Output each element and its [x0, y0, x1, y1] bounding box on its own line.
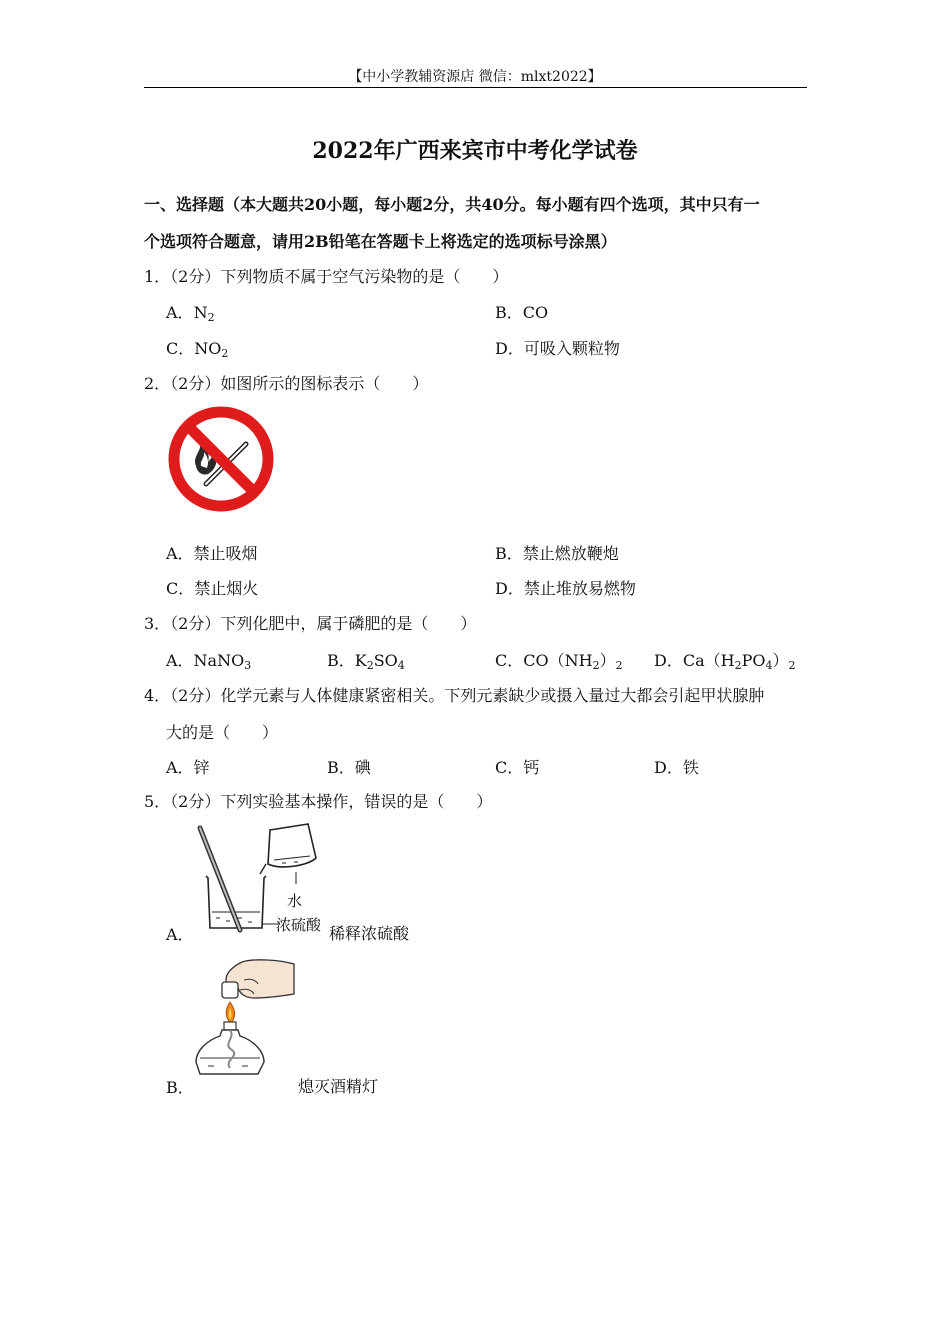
q3-option-a-sub: 3	[244, 659, 252, 672]
q5-option-b-text: 熄灭酒精灯	[298, 1077, 379, 1096]
q1-option-a-label: A．	[166, 303, 194, 322]
q3-option-d-end: ）	[772, 651, 789, 670]
q1-option-d: D．可吸入颗粒物	[495, 339, 620, 358]
q2-option-a: A．禁止吸烟	[166, 544, 258, 563]
q3-option-c-mid: ）	[599, 651, 616, 670]
q3-option-a-label: A．NaNO	[166, 651, 245, 670]
q3-option-c	[495, 648, 623, 672]
q3-option-b-label: B．K	[327, 651, 367, 670]
question-5-stem: 5．（2分）下列实验基本操作，错误的是（ ）	[144, 792, 493, 811]
question-1-stem: 1．（2分）下列物质不属于空气污染物的是（ ）	[144, 267, 509, 286]
q3-option-c-sub1: 2	[592, 659, 600, 672]
q3-option-d-label: D．Ca（H	[654, 651, 735, 670]
q5-option-b-label: B．	[166, 1078, 194, 1097]
q1-option-c-label: C．	[166, 339, 195, 358]
section-heading-line2: 个选项符合题意，请用2B铅笔在答题卡上将选定的选项标号涂黑）	[144, 232, 617, 251]
fig-a-acid-label: 浓硫酸	[276, 916, 322, 934]
q3-option-d-mid: PO	[741, 651, 766, 670]
q2-option-c: C．禁止烟火	[166, 579, 259, 598]
q3-option-d-sub1: 2	[734, 659, 742, 672]
q2-option-d: D．禁止堆放易燃物	[495, 579, 636, 598]
page-header: 【中小学教辅资源店 微信：mlxt2022】	[348, 69, 602, 85]
q1-option-c-text: NO	[194, 339, 222, 358]
q3-option-b-sub1: 2	[366, 659, 374, 672]
section-heading-line1: 一、选择题（本大题共20小题，每小题2分，共40分。每小题有四个选项，其中只有一	[144, 195, 760, 214]
q3-option-a	[166, 648, 251, 672]
q3-option-c-sub2: 2	[615, 659, 623, 672]
q3-option-b-sub2: 4	[397, 659, 405, 672]
extinguish-lamp-illustration	[192, 958, 302, 1080]
q1-option-a-text: N	[193, 303, 208, 322]
question-2-stem: 2．（2分）如图所示的图标表示（ ）	[144, 374, 429, 393]
question-3-stem: 3．（2分）下列化肥中，属于磷肥的是（ ）	[144, 614, 477, 633]
q1-option-a-sub: 2	[207, 311, 215, 324]
page-title: 2022年广西来宾市中考化学试卷	[312, 138, 638, 164]
q5-option-a-label: A．	[166, 925, 194, 944]
q3-option-b-mid: SO	[373, 651, 398, 670]
q4-option-d: D．铁	[654, 758, 699, 777]
q4-option-a: A．锌	[166, 758, 210, 777]
q3-option-d-sub3: 2	[788, 659, 796, 672]
q1-option-b: B．CO	[495, 303, 549, 322]
q5-option-a-text: 稀释浓硫酸	[329, 924, 410, 943]
no-fire-sign-icon	[166, 404, 276, 514]
fig-a-water-label: 水	[287, 892, 303, 910]
question-4-stem-line1: 4．（2分）化学元素与人体健康紧密相关。下列元素缺少或摄入量过大都会引起甲状腺肿	[144, 686, 765, 705]
q1-option-c	[166, 336, 228, 360]
q2-option-b: B．禁止燃放鞭炮	[495, 544, 619, 563]
q3-option-d	[654, 648, 795, 672]
q3-option-b	[327, 648, 405, 672]
q1-option-a	[166, 300, 215, 324]
header-rule	[144, 87, 807, 88]
q1-option-c-sub: 2	[221, 347, 229, 360]
q3-option-d-sub2: 4	[765, 659, 773, 672]
q4-option-b: B．碘	[327, 758, 371, 777]
q3-option-c-label: C．CO（NH	[495, 651, 593, 670]
q4-option-c: C．钙	[495, 758, 540, 777]
question-4-stem-line2: 大的是（ ）	[166, 723, 279, 742]
